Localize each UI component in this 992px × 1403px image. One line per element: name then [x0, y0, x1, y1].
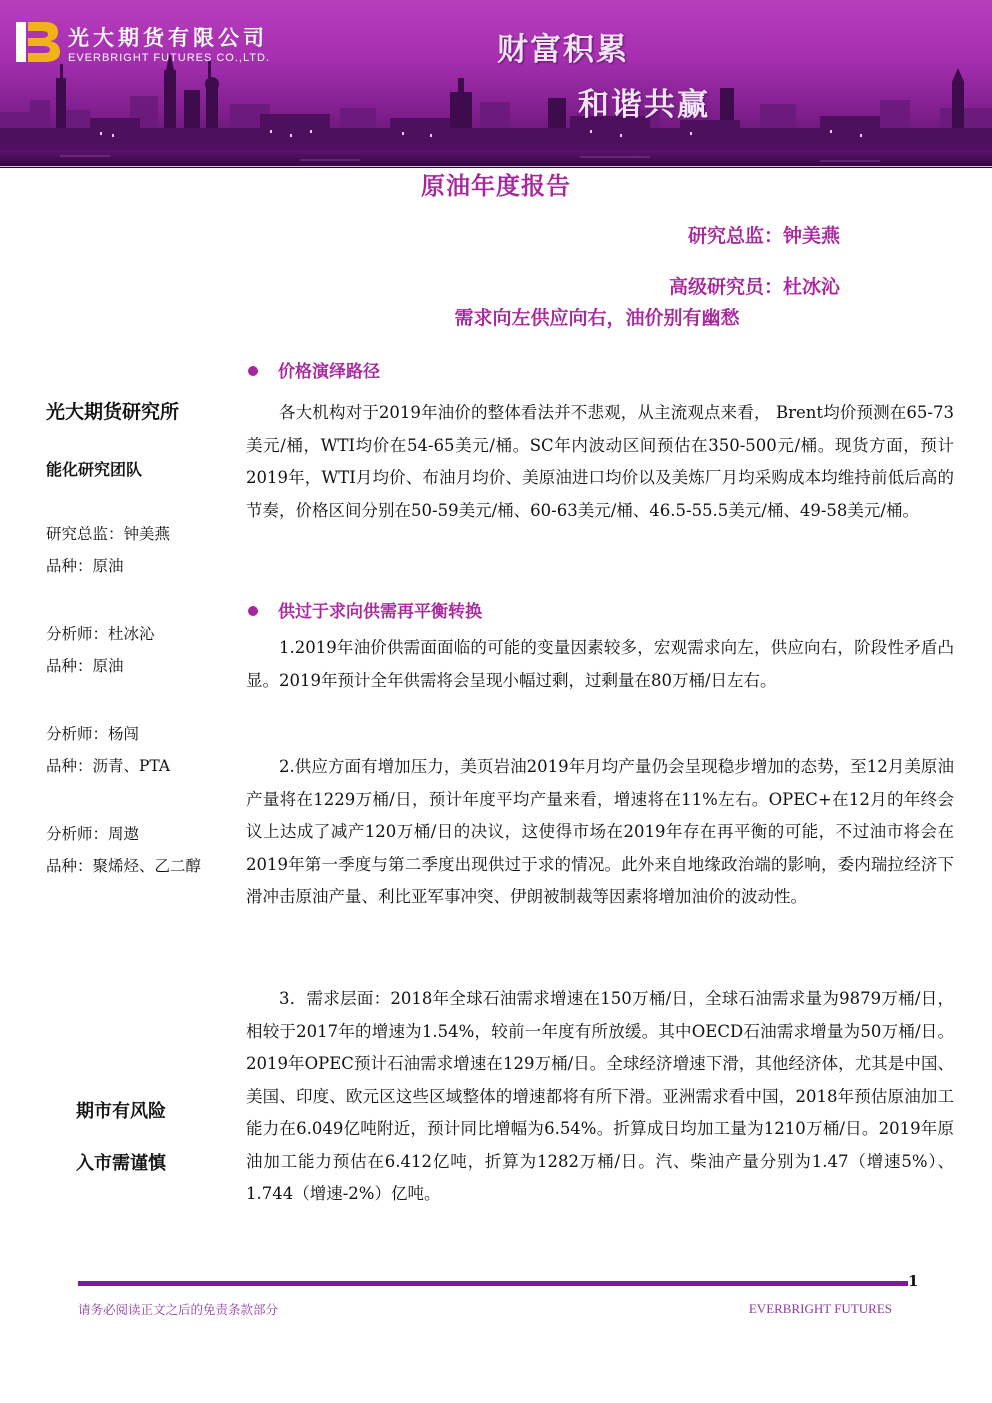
footer-rule [78, 1281, 908, 1286]
header-banner [0, 0, 992, 168]
institute-name: 光大期货研究所 [46, 401, 180, 423]
sidebar-analyst: 分析师：杨闯 [46, 725, 140, 743]
body-paragraph: 各大机构对于2019年油价的整体看法并不悲观，从主流观点来看， Brent均价预测在65-73美元/桶，WTI均价在54-65美元/桶。SC年内波动区间预估在350-500元/桶。现货方面，预计2019年，WTI月均价、布油月均价、美原油进口均价以及美炼厂月均采购成本均维持前低后高的节奏，价格区间分别在50-59美元/桶、60-63美元/桶、46.5-55.5美元/桶、49-58美元/桶。 [246, 403, 954, 520]
disclaimer-notice: 请务必阅读正文之后的免责条款部分 [78, 1302, 279, 1317]
section-heading [248, 357, 380, 382]
everbright-logo-icon [14, 20, 62, 64]
body-paragraph: 2.供应方面有增加压力，美页岩油2019年月均产量仍会呈现稳步增加的态势，至12月美原油产量将在1229万桶/日，预计年度平均产量来看，增速将在11%左右。OPEC+在12月的年终会议上达成了减产120万桶/日的决议，这使得市场在2019年存在再平衡的可能，不过油市将会在2019年第一季度与第二季度出现供过于求的情况。此外来自地缘政治端的影响，委内瑞拉经济下滑冲击原油产量、利比亚军事冲突、伊朗被制裁等因素将增加油价的波动性。 [246, 757, 954, 906]
slogan-wealth: 财富积累 [497, 32, 629, 68]
slogan-harmony: 和谐共赢 [578, 87, 710, 123]
section-heading [248, 597, 482, 622]
risk-warning-1: 期市有风险 [76, 1101, 166, 1122]
section-heading-text: 供过于求向供需再平衡转换 [278, 602, 482, 622]
bullet-dot-icon [248, 366, 258, 376]
sidebar-variety: 品种：沥青、PTA [46, 757, 171, 775]
team-name: 能化研究团队 [46, 460, 143, 479]
research-director: 研究总监：钟美燕 [687, 225, 840, 247]
report-title: 原油年度报告 [421, 171, 571, 200]
sidebar-variety: 品种：原油 [46, 657, 124, 675]
body-paragraph: 1.2019年油价供需面面临的可能的变量因素较多，宏观需求向左，供应向右，阶段性矛盾凸显。2019年预计全年供需将会呈现小幅过剩，过剩量在80万桶/日左右。 [246, 638, 954, 690]
risk-warning-2: 入市需谨慎 [76, 1153, 166, 1174]
section-heading-text: 价格演绎路径 [278, 362, 380, 382]
bullet-dot-icon [248, 606, 258, 616]
sidebar-variety: 品种：原油 [46, 557, 124, 575]
company-name-cn: 光大期货有限公司 [68, 26, 268, 50]
sidebar-director: 研究总监：钟美燕 [46, 525, 171, 543]
report-subtitle: 需求向左供应向右，油价别有幽愁 [454, 307, 740, 329]
senior-researcher: 高级研究员：杜冰沁 [668, 276, 840, 298]
page-number: 1 [908, 1272, 919, 1290]
sidebar-variety: 品种：聚烯烃、乙二醇 [46, 857, 202, 875]
sidebar-analyst: 分析师：周遨 [46, 825, 140, 843]
company-name-en: EVERBRIGHT FUTURES CO.,LTD. [68, 52, 271, 64]
footer-brand: EVERBRIGHT FUTURES [748, 1301, 892, 1316]
body-paragraph: 3．需求层面：2018年全球石油需求增速在150万桶/日，全球石油需求量为9879万桶/日，相较于2017年的增速为1.54%，较前一年度有所放缓。其中OECD石油需求增量为50万桶/日。2019年OPEC预计石油需求增速在129万桶/日。全球经济增速下滑，其他经济体，尤其是中国、美国、印度、欧元区这些区域整体的增速都将有所下滑。亚洲需求看中国，2018年预估原油加工能力在6.049亿吨附近，预计同比增幅为6.54%。折算成日均加工量为1210万桶/日。2019年原油加工能力预估在6.412亿吨，折算为1282万桶/日。汽、柴油产量分别为1.47（增速5%）、1.744（增速-2%）亿吨。 [246, 989, 954, 1203]
sidebar-analyst: 分析师：杜冰沁 [46, 625, 155, 643]
